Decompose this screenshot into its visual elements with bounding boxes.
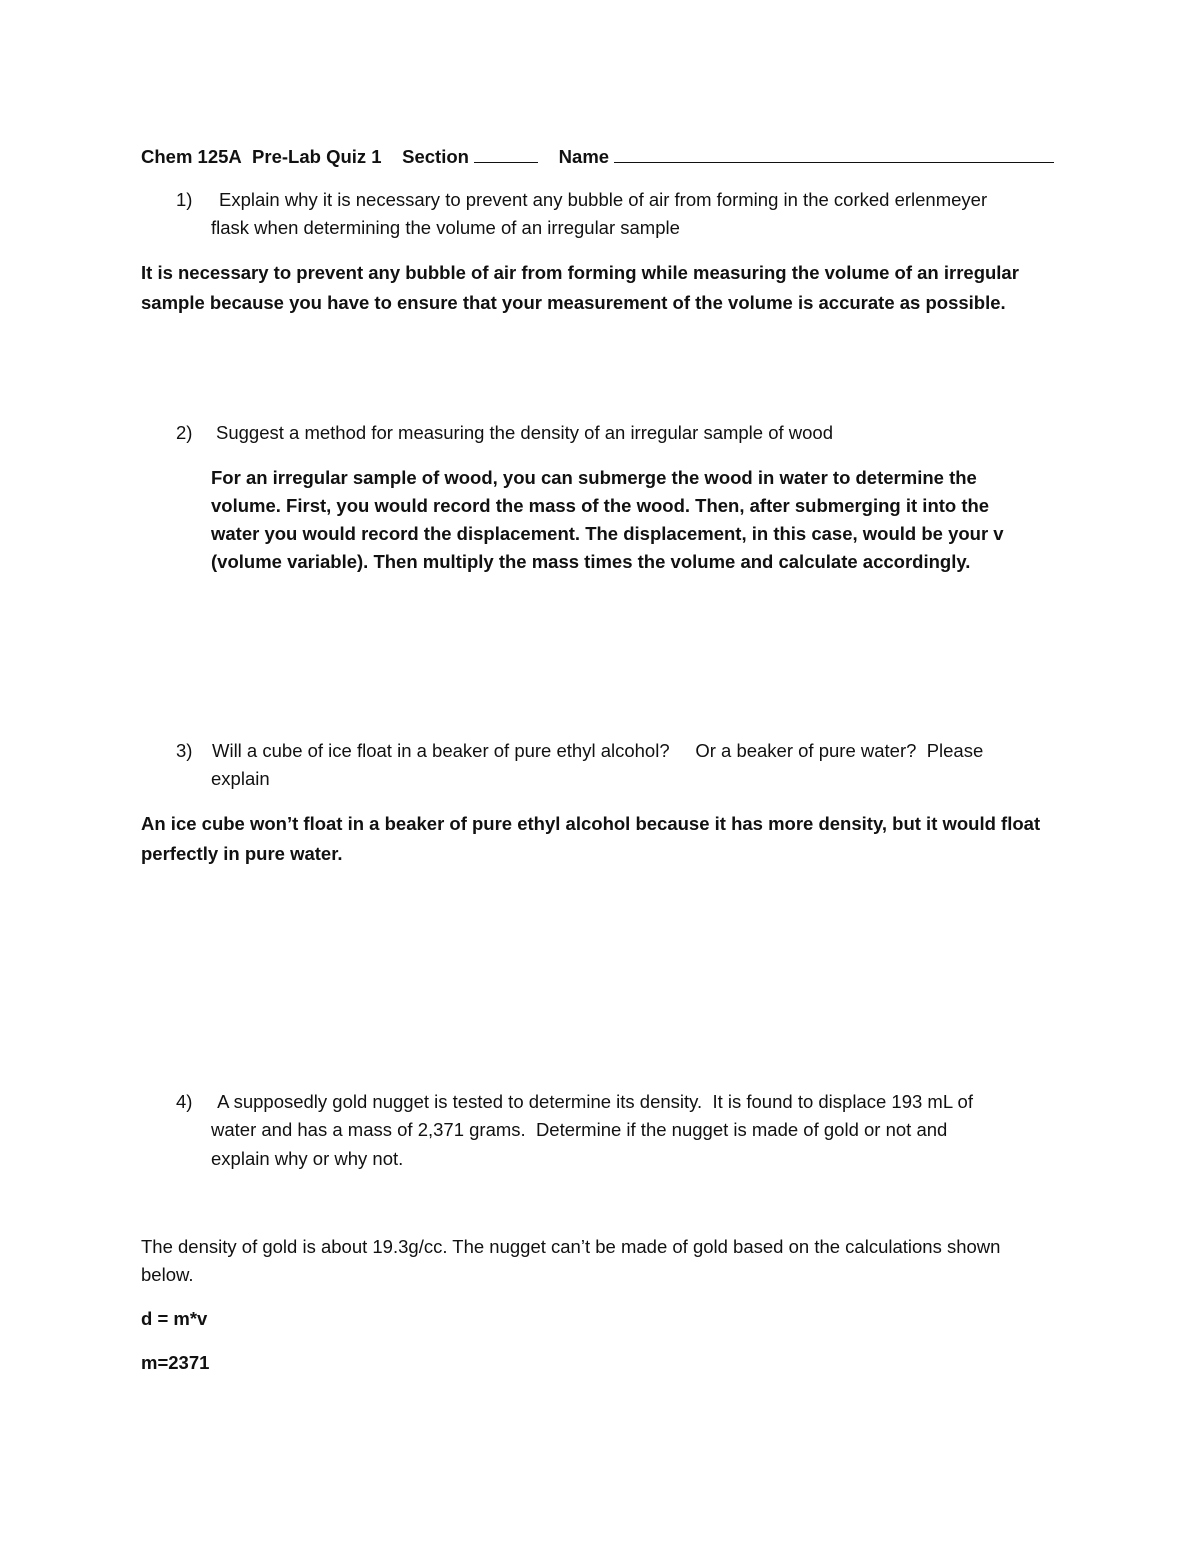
name-blank [614, 142, 1054, 163]
answer-text: It is necessary to prevent any bubble of air from forming while measuring the volume of an irregular [141, 262, 1019, 283]
question-number: 1) [176, 189, 193, 210]
answer-text: For an irregular sample of wood, you can submerge the wood in water to determine the [211, 467, 977, 488]
answer-text: sample because you have to ensure that your measurement of the volume is accurate as possible. [141, 292, 1006, 313]
question-text: Suggest a method for measuring the density of an irregular sample of wood [216, 422, 834, 443]
question-number: 2) [176, 422, 193, 443]
question-text: explain [211, 768, 270, 789]
answer-text: perfectly in pure water. [141, 843, 343, 864]
question-text: A supposedly gold nugget is tested to determine its density. It is found to displace 193 mL of [213, 1091, 973, 1112]
question-text: Will a cube of ice float in a beaker of pure ethyl alcohol? Or a beaker of pure water? Please [212, 740, 984, 761]
formula-text: m=2371 [141, 1352, 210, 1373]
section-label: Section [402, 146, 469, 167]
answer-text: volume. First, you would record the mass of the wood. Then, after submerging it into the [211, 495, 990, 516]
question-number: 3) [176, 740, 193, 761]
question-number: 4) [176, 1091, 193, 1112]
quiz-title: Pre-Lab Quiz 1 [252, 146, 382, 167]
name-label: Name [558, 146, 610, 167]
section-blank [474, 142, 538, 163]
course-title: Chem 125A [141, 146, 242, 167]
answer-text: (volume variable). Then multiply the mass times the volume and calculate accordingly. [211, 551, 971, 572]
question-text: Explain why it is necessary to prevent any bubble of air from forming in the corked erlenmeyer [219, 189, 988, 210]
question-text: water and has a mass of 2,371 grams. Determine if the nugget is made of gold or not and [211, 1119, 948, 1140]
answer-text: below. [141, 1264, 194, 1285]
quiz-header [141, 142, 1054, 171]
answer-text: An ice cube won’t float in a beaker of pure ethyl alcohol because it has more density, but it would float [141, 813, 1041, 834]
question-text: flask when determining the volume of an irregular sample [211, 217, 680, 238]
question-text: explain why or why not. [211, 1148, 404, 1169]
answer-text: water you would record the displacement. The displacement, in this case, would be your v [211, 523, 1004, 544]
formula-text: d = m*v [141, 1308, 208, 1329]
answer-text: The density of gold is about 19.3g/cc. The nugget can’t be made of gold based on the calculations shown [141, 1236, 1001, 1257]
